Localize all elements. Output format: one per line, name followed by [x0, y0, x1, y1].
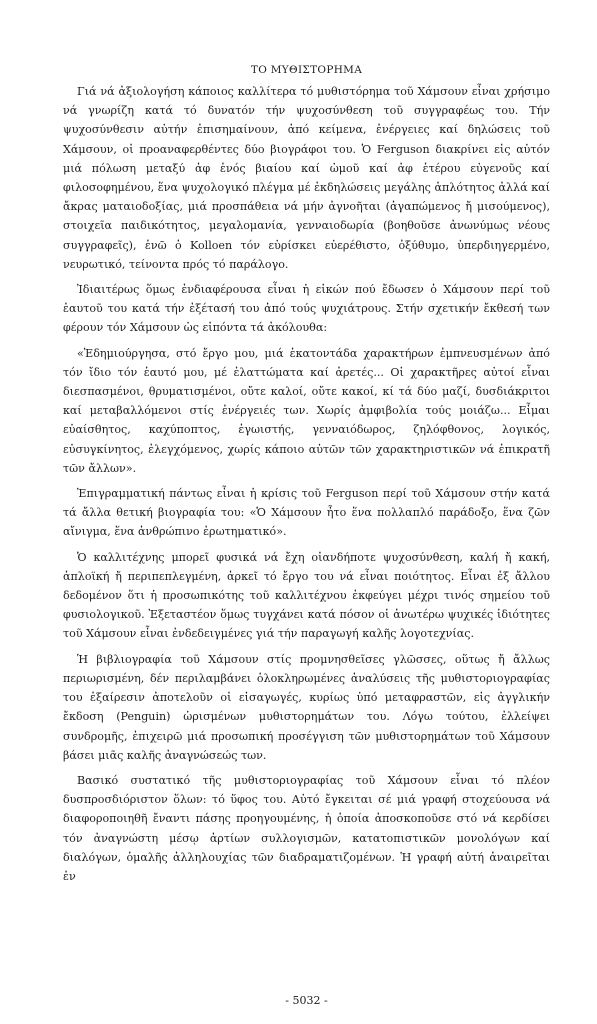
paragraph: Βασικό συστατικό τῆς μυθιστοριογραφίας τοῦ Χάμσουν εἶναι τό πλέον δυσπροσδιόριστον ὅλων: τό ὕφος του. Αὐτό ἔγκειται σέ μιά γραφή στοχεύουσα νά διαφοροποιηθῆ ἔναντι πάσης προηγουμένης, ἡ ὁποία ἀποσκοποῦσε στό νά κερδίσει τόν ἀναγνώστη μέσῳ ἀρτίων συλλογισμῶν, κατατοπιστικῶν μονολόγων καί διαλόγων, ὁμαλῆς ἀλληλουχίας τῶν διαδραματιζομένων. Ἡ γραφή αὐτή ἀναιρεῖται ἐν [63, 773, 550, 883]
paragraph: Γιά νά ἀξιολογήση κάποιος καλλίτερα τό μυθιστόρημα τοῦ Χάμσουν εἶναι χρήσιμο νά γνωρίζη κατά τό δυνατόν τήν ψυχοσύνθεση τοῦ συγγραφέως του. Τήν ψυχοσύνθεσιν αὐτήν ἐπισημαίνουν, ἀπό κείμενα, ἐνέργειες καί δηλώσεις τοῦ Χάμσουν, οἱ προαναφερθέντες δύο βιογράφοι του. Ὁ Ferguson διακρίνει εἰς αὐτόν μιά πόλωση μεταξύ ἀφ ἑνός βιαίου καί ὠμοῦ καί ἀφ ἑτέρου εὐγενοῦς καί φιλοσοφημένου, ἕνα ψυχολογικό πλέγμα μέ ἐκδηλώσεις μεγάλης ἁπλότητος ἀλλά καί ἄκρας ματαιοδοξίας, μιά προσπάθεια νά μήν ἀγνοῆται (ἀγαπώμενος ἤ μισούμενος), στοιχεῖα παιδικότητος, μεγαλομανία, γενναιοδωρία (βοηθοῦσε ἀνωνύμως νέους συγγραφεῖς), ἐνῶ ὁ Kolloen τόν εὑρίσκει εὐερέθιστο, ὀξύθυμο, ὑπερδιηγερμένο, νευρωτικό, τείνοντα πρός τό παράλογο. [63, 85, 550, 271]
paragraph: Ἰδιαιτέρως ὅμως ἐνδιαφέρουσα εἶναι ἡ εἰκών πού ἔδωσεν ὁ Χάμσουν περί τοῦ ἑαυτοῦ του κατά τήν ἐξέτασή του ἀπό τούς ψυχιάτρους. Στήν σχετικήν ἔκθεσή των φέρουν τόν Χάμσουν ὡς εἰπόντα τά ἀκόλουθα: [63, 283, 550, 335]
page-number: - 5032 - [285, 994, 328, 1007]
body-text [63, 82, 550, 886]
block-quote: «Ἐδημιούργησα, στό ἔργο μου, μιά ἑκατοντάδα χαρακτήρων ἐμπνευσμένων ἀπό τόν ἴδιο τόν ἑαυτό μου, μέ ἐλαττώματα καί ἀρετές... Οἱ χαρακτῆρες αὐτοί εἶναι διεσπασμένοι, θρυματισμένοι, οὔτε καλοί, οὔτε κακοί, κί τά δύο μαζί, δυσδιάκριτοι καί μεταβαλλόμενοι στίς ἐνέργειές των. Χωρίς ἀμφιβολία τούς μοιάζω... Εἶμαι εὐαίσθητος, καχύποπτος, ἐγωιστής, γενναιόδωρος, ζηλόφθονος, λογικός, εὐσυγκίνητος, ἐλεγχόμενος, χωρίς κάποιο αὐτῶν τῶν χαρακτηριστικῶν νά ἐπικρατῆ τῶν ἄλλων». [63, 346, 550, 475]
paragraph: Ὁ καλλιτέχνης μπορεῖ φυσικά νά ἔχη οἱανδήποτε ψυχοσύνθεση, καλή ἤ κακή, ἁπλοϊκή ἤ περιπεπλεγμένη, ἀρκεῖ τό ἔργο του νά εἶναι ποιότητος. Εἶναι ἐξ ἄλλου δεδομένον ὅτι ἡ προσωπικότης τοῦ καλλιτέχνου ἐκφεύγει μέχρι τινός σημείου τοῦ φυσιολογικοῦ. Ἐξεταστέον ὅμως τυγχάνει κατά πόσον οἱ ἀνωτέρω ψυχικές ἰδιότητες τοῦ Χάμσουν εἶναι ἐνδεδειγμένες γιά τήν παραγωγή καλῆς λογοτεχνίας. [63, 550, 550, 641]
document-page [63, 62, 550, 1012]
paragraph: Ἡ βιβλιογραφία τοῦ Χάμσουν στίς προμνησθεῖσες γλῶσσες, οὕτως ἤ ἄλλως περιωρισμένη, δέν περιλαμβάνει ὁλοκληρωμένες ἀναλύσεις τῆς μυθιστοριογραφίας του ἐξαίρεσιν ἀποτελοῦν οἱ εἰσαγωγές, κυρίως ὑπό μεταφραστῶν, εἰς ἀγγλικήν ἔκδοση (Penguin) ὡρισμένων μυθιστορημάτων του. Λόγω τούτου, ἐλλείψει συνδρομῆς, ἐπιχειρῶ μιά προσωπική προσέγγιση τῶν μυθιστορημάτων τοῦ Χάμσουν βάσει μιᾶς καλῆς ἀναγνώσεώς των. [63, 652, 550, 762]
running-head: ΤΟ ΜΥΘΙΣΤΟΡΗΜΑ [250, 64, 363, 76]
paragraph: Ἐπιγραμματική πάντως εἶναι ἡ κρίσις τοῦ Ferguson περί τοῦ Χάμσουν στήν κατά τά ἄλλα θετική βιογραφία του: «Ὁ Χάμσουν ἦτο ἕνα πολλαπλό παράδοξο, ἕνα ζῶν αἴνιγμα, ἕνα ἀνθρώπινο ἐρωτηματικό». [63, 487, 550, 539]
